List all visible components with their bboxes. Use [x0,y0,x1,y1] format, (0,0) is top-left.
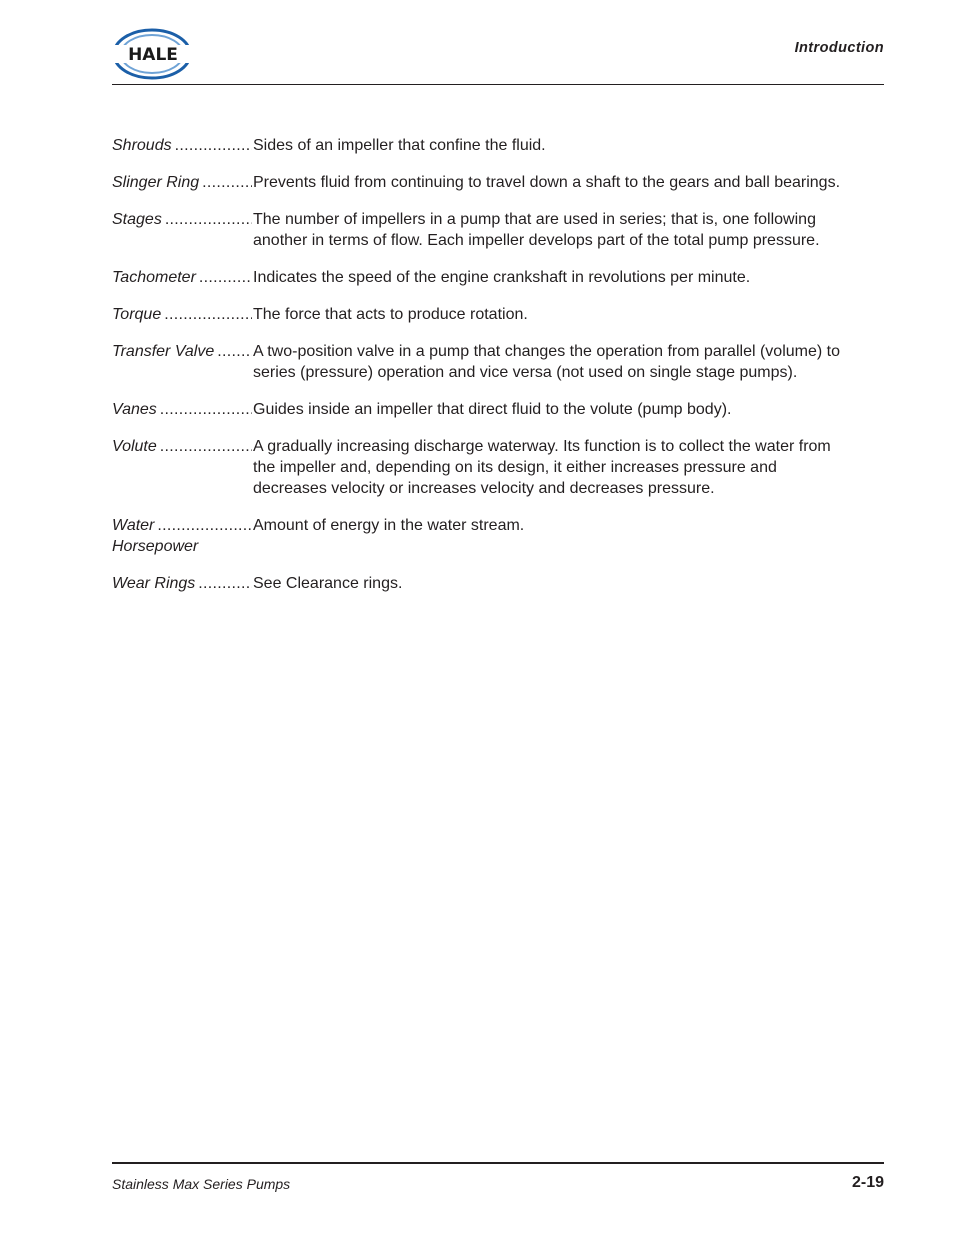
glossary-term-text: Tachometer [112,269,199,286]
glossary-term-text: Slinger Ring [112,174,202,191]
glossary-entry [112,515,887,557]
glossary-term [112,209,252,230]
glossary-term [112,515,252,557]
glossary-definition: The number of impellers in a pump that are used in series; that is, one following another in terms of flow. Each impeller develops part of the total pump pressure. [253,211,820,249]
logo-text: HALE [128,45,178,65]
glossary-term [112,172,252,193]
glossary-definition: Amount of energy in the water stream. [253,517,525,534]
page-header [112,26,884,85]
glossary-entry [112,399,887,420]
glossary-entry [112,209,887,251]
glossary-definition: A two-position valve in a pump that changes the operation from parallel (volume) to series (pressure) operation and vice versa (not used on single stage pumps). [253,343,840,381]
glossary-list [112,135,887,610]
glossary-entry [112,304,887,325]
section-title: Introduction [794,40,884,56]
hale-logo [112,26,194,82]
glossary-term [112,341,252,362]
glossary-term-text: Stages [112,211,165,228]
glossary-entry [112,135,887,156]
footer-title: Stainless Max Series Pumps [112,1176,291,1192]
glossary-term-text: Water [112,517,157,534]
glossary-definition: A gradually increasing discharge waterway. Its function is to collect the water from the impeller and, depending on its design, it either increases pressure and decreases velocity or increases velocity and decreases pressure. [253,438,831,497]
glossary-entry [112,267,887,288]
glossary-definition: Prevents fluid from continuing to travel down a shaft to the gears and ball bearings. [253,174,841,191]
glossary-entry [112,172,887,193]
glossary-term-text: Wear Rings [112,575,198,592]
glossary-term-text: Shrouds [112,137,175,154]
glossary-term [112,267,252,288]
glossary-term [112,399,252,420]
glossary-term-text: Torque [112,306,164,323]
glossary-entry [112,436,887,499]
page-footer [112,1162,884,1192]
glossary-definition: Guides inside an impeller that direct fluid to the volute (pump body). [253,401,732,418]
glossary-definition: Sides of an impeller that confine the fluid. [253,137,546,154]
glossary-definition: Indicates the speed of the engine crankshaft in revolutions per minute. [253,269,751,286]
glossary-term-text: Volute [112,438,160,455]
glossary-term [112,135,252,156]
glossary-term [112,304,252,325]
glossary-term-text: Transfer Valve [112,343,217,360]
glossary-definition: See Clearance rings. [253,575,403,592]
glossary-term [112,436,252,457]
glossary-entry [112,573,887,594]
glossary-definition: The force that acts to produce rotation. [253,306,528,323]
page-number: 2-19 [851,1174,884,1191]
glossary-term-text: Vanes [112,401,160,418]
glossary-term [112,573,252,594]
glossary-term-continuation: Horsepower [112,538,199,555]
glossary-entry [112,341,887,383]
